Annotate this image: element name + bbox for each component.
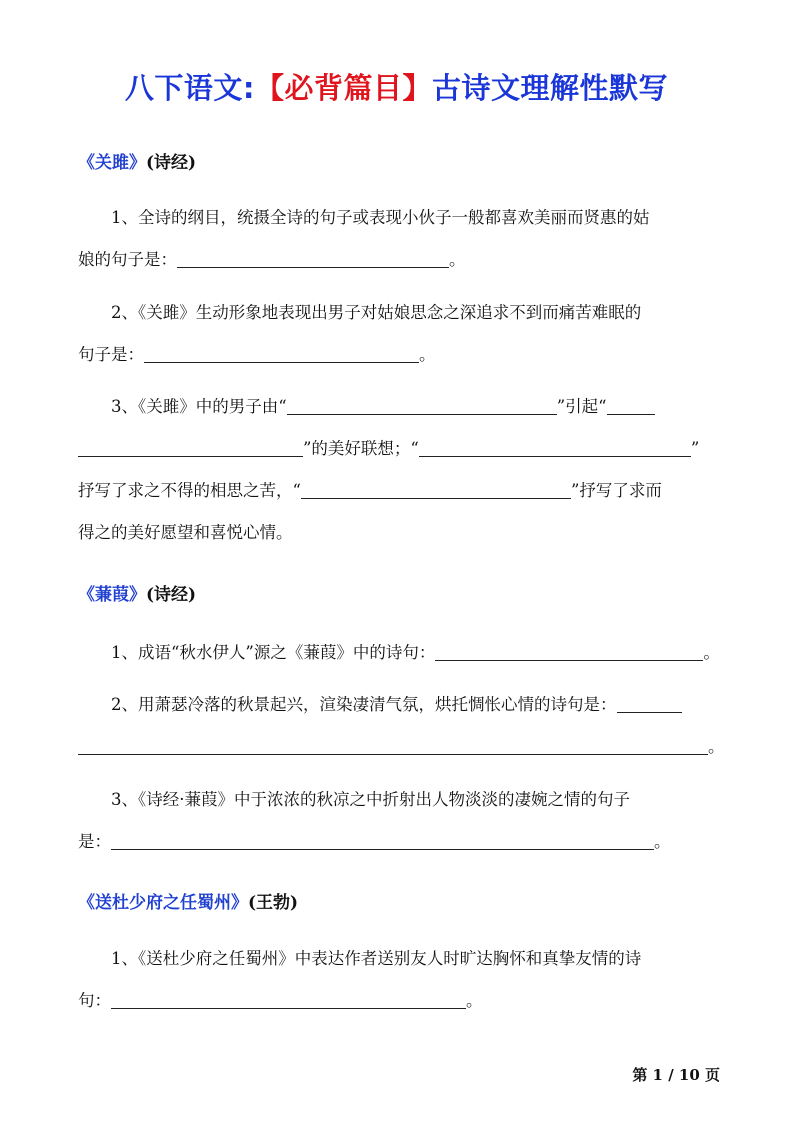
question-1-1: 1、全诗的纲目，统摄全诗的句子或表现小伙子一般都喜欢美丽而贤惠的姑 娘的句子是： 。 [78, 208, 650, 269]
answer-blank[interactable] [111, 848, 654, 850]
answer-blank[interactable] [607, 413, 655, 415]
question-2-3: 3、《诗经·蒹葭》中于浓浓的秋凉之中折射出人物淡淡的凄婉之情的句子 是： 。 [78, 790, 671, 851]
question-1-2: 2、《关雎》生动形象地表现出男子对姑娘思念之深追求不到而痛苦难眠的 句子是： 。 [78, 303, 642, 364]
question-1-3: 3、《关雎》中的男子由“ ”引起“ ”的美好联想；“ ” 抒写了求之不得的相思之苦，“ ”抒写了求而 得之的美好愿望和喜悦心情。 [78, 397, 700, 542]
answer-blank[interactable] [301, 497, 571, 499]
answer-blank[interactable] [78, 753, 708, 755]
title-tail: 古诗文理解性默写 [432, 71, 669, 105]
section-heading-guanju: 《关雎》(诗经) [78, 153, 197, 173]
page-title [0, 66, 793, 107]
question-2-1: 1、成语“秋水伊人”源之《蒹葭》中的诗句： 。 [111, 643, 720, 662]
answer-blank[interactable] [144, 361, 419, 363]
answer-blank[interactable] [177, 266, 449, 268]
answer-blank[interactable] [419, 455, 691, 457]
answer-blank[interactable] [287, 413, 557, 415]
section-heading-songdushaofu: 《送杜少府之任蜀州》(王勃) [78, 893, 299, 913]
answer-blank[interactable] [435, 659, 703, 661]
question-2-2: 2、用萧瑟冷落的秋景起兴，渲染凄清气氛，烘托惆怅心情的诗句是： 。 [78, 684, 720, 768]
answer-blank[interactable] [617, 711, 682, 713]
answer-blank[interactable] [78, 455, 303, 457]
page-number: 第 1 / 10 页 [632, 1066, 720, 1084]
question-3-1: 1、《送杜少府之任蜀州》中表达作者送别友人时旷达胸怀和真挚友情的诗 句： 。 [78, 949, 642, 1010]
title-main: 八下语文: [124, 71, 256, 105]
section-heading-jianjia: 《蒹葭》(诗经) [78, 585, 197, 605]
title-bracket: 【必背篇目】 [255, 71, 433, 105]
answer-blank[interactable] [111, 1007, 466, 1009]
